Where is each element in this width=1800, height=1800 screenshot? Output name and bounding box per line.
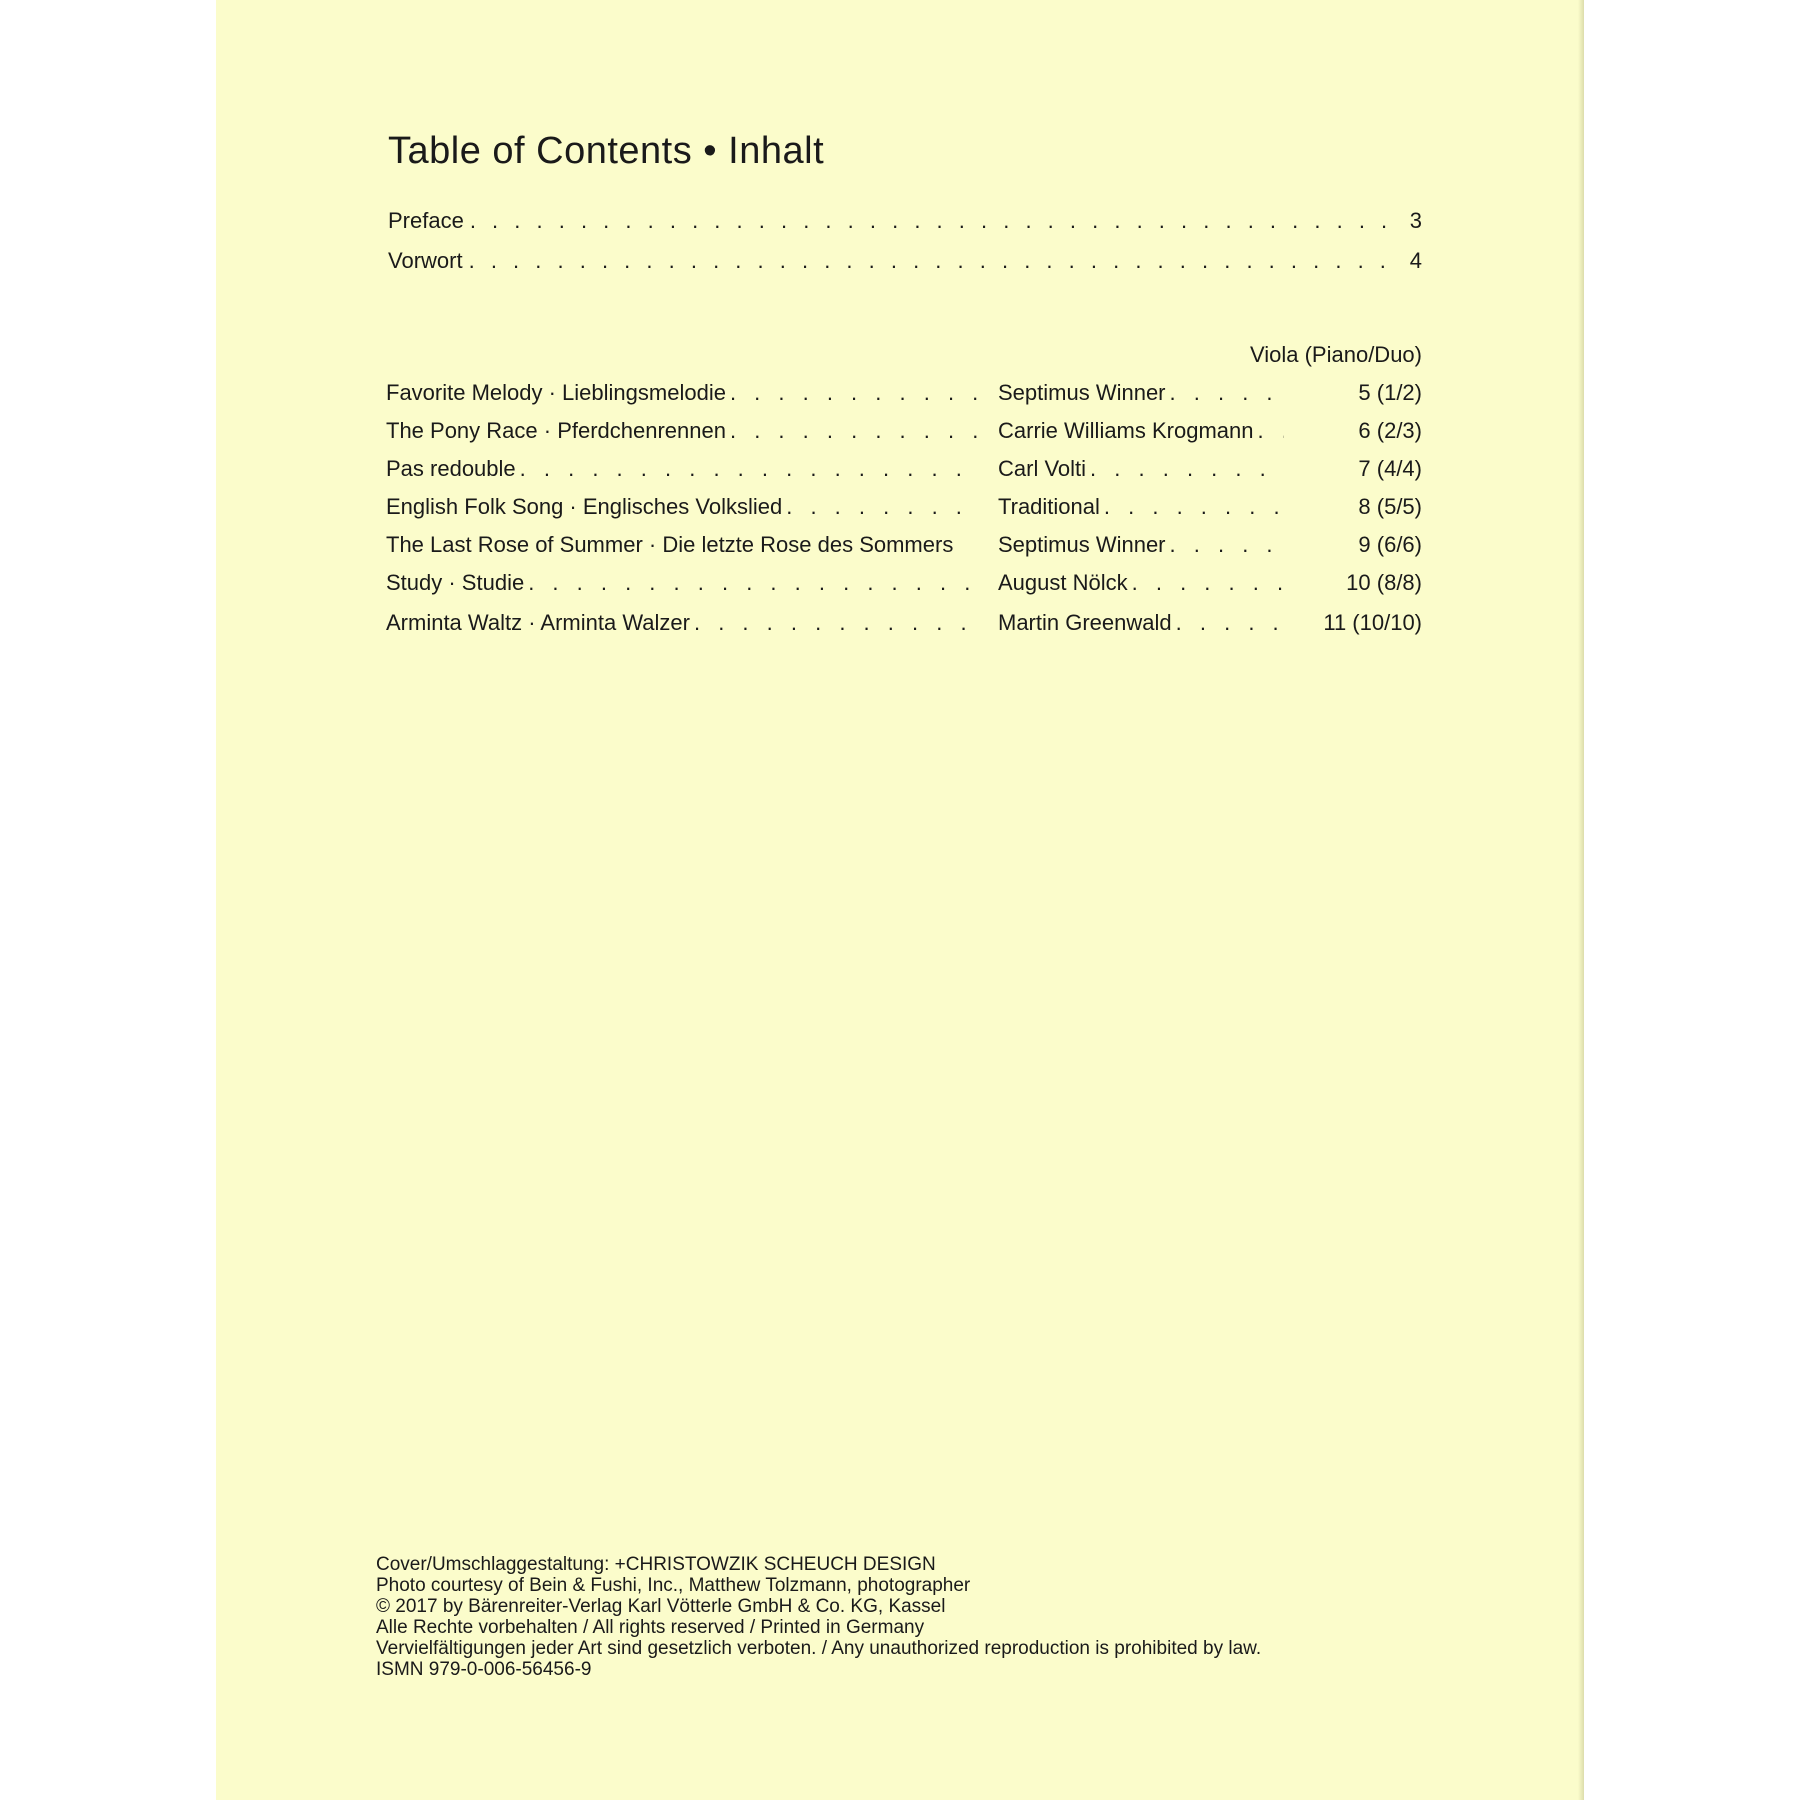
toc-entry: [386, 570, 1422, 600]
imprint-footer: [376, 1554, 1261, 1680]
toc-preface-label: Preface: [388, 208, 464, 233]
entry-page: 9 (6/6): [1358, 532, 1422, 557]
entry-title: Favorite Melody · Lieblingsmelodie: [386, 380, 726, 405]
page-title: Table of Contents • Inhalt: [388, 130, 825, 172]
page-edge-shadow: [1578, 0, 1584, 1800]
dot-leader: [730, 380, 980, 406]
dot-leader: [470, 208, 1404, 234]
entry-title: Pas redouble: [386, 456, 516, 481]
entry-title: English Folk Song · Englisches Volkslied: [386, 494, 783, 519]
entry-page: 11 (10/10): [1323, 610, 1422, 635]
entry-title: The Last Rose of Summer · Die letzte Rose des Sommers: [386, 532, 954, 557]
toc-entry: [386, 380, 1422, 410]
toc-entry: [386, 418, 1422, 448]
dot-leader: [528, 570, 980, 596]
dot-leader: [469, 248, 1404, 274]
dot-leader: [520, 456, 980, 482]
dot-leader: [1258, 418, 1284, 444]
column-header-viola: Viola (Piano/Duo): [1249, 342, 1422, 367]
entry-composer: Martin Greenwald: [998, 610, 1172, 635]
entry-composer: Carl Volti: [998, 456, 1087, 481]
dot-leader: [786, 494, 980, 520]
toc-preface-page: 3: [1409, 208, 1422, 233]
footer-line-reproduction: Vervielfältigungen jeder Art sind gesetzlich verboten. / Any unauthorized reproduction is prohibited by law.: [376, 1638, 1262, 1659]
footer-line-rights: Alle Rechte vorbehalten / All rights reserved / Printed in Germany: [376, 1617, 925, 1638]
entry-composer: Carrie Williams Krogmann: [998, 418, 1254, 443]
entry-page: 5 (1/2): [1358, 380, 1422, 405]
toc-vorwort-row: [388, 248, 1422, 274]
toc-entry: [386, 532, 1422, 562]
toc-vorwort-label: Vorwort: [388, 248, 463, 273]
toc-entry: [386, 456, 1422, 486]
dot-leader: [1176, 610, 1284, 636]
entry-page: 6 (2/3): [1358, 418, 1422, 443]
dot-leader: [730, 418, 980, 444]
entry-page: 7 (4/4): [1358, 456, 1422, 481]
footer-line-copyright: © 2017 by Bärenreiter-Verlag Karl Vötterle GmbH & Co. KG, Kassel: [376, 1596, 946, 1617]
dot-leader: [1104, 494, 1284, 520]
toc-preface-row: [388, 208, 1422, 234]
footer-line-photo: Photo courtesy of Bein & Fushi, Inc., Matthew Tolzmann, photographer: [376, 1575, 971, 1596]
entry-page: 10 (8/8): [1346, 570, 1422, 595]
footer-line-ismn: ISMN 979-0-006-56456-9: [376, 1659, 592, 1680]
entry-composer: Traditional: [998, 494, 1100, 519]
document-page: [216, 0, 1584, 1800]
toc-entry: [386, 610, 1422, 640]
entry-composer: Septimus Winner: [998, 380, 1166, 405]
toc-entry: [386, 494, 1422, 524]
dot-leader: [694, 610, 980, 636]
toc-vorwort-page: 4: [1409, 248, 1422, 273]
dot-leader: [1170, 532, 1284, 558]
footer-line-cover: Cover/Umschlaggestaltung: +CHRISTOWZIK SCHEUCH DESIGN: [376, 1554, 936, 1575]
entry-page: 8 (5/5): [1358, 494, 1422, 519]
dot-leader: [1170, 380, 1284, 406]
entry-composer: Septimus Winner: [998, 532, 1166, 557]
dot-leader: [1090, 456, 1284, 482]
entry-title: Study · Studie: [386, 570, 525, 595]
entry-title: Arminta Waltz · Arminta Walzer: [386, 610, 690, 635]
entry-title: The Pony Race · Pferdchenrennen: [386, 418, 726, 443]
dot-leader: [1132, 570, 1284, 596]
entry-composer: August Nölck: [998, 570, 1128, 595]
